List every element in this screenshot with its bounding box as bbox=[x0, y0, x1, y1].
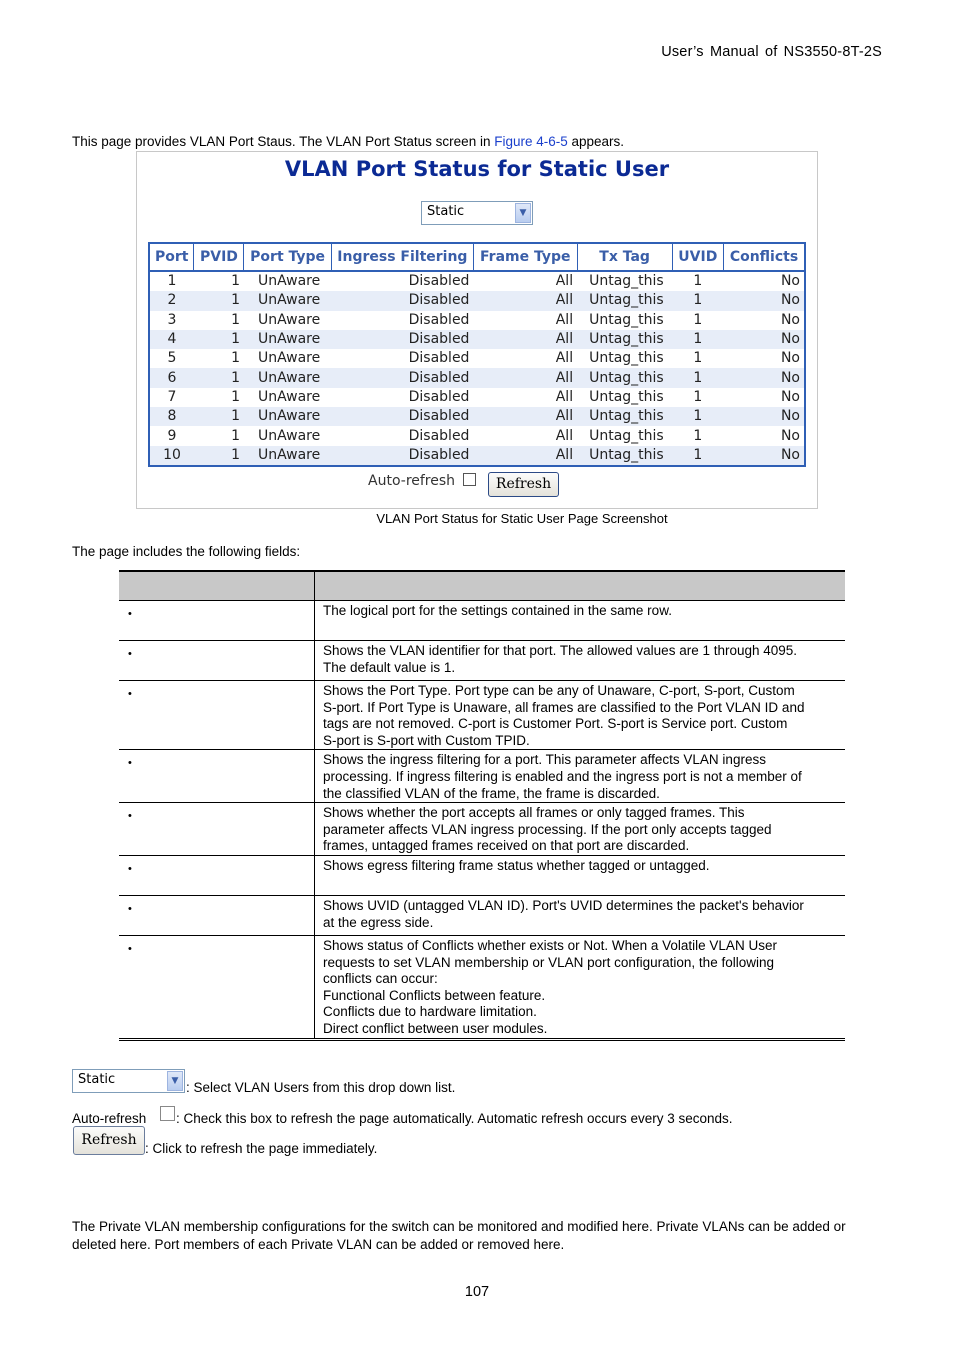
description-line: Shows the VLAN identifier for that port. The allowed values are 1 through 4095. bbox=[323, 643, 798, 658]
column-header: Ingress Filtering bbox=[331, 244, 473, 271]
page-header: User’s Manual of NS3550-8T-2S bbox=[661, 44, 882, 60]
table-cell: No bbox=[780, 311, 800, 328]
table-cell: No bbox=[780, 427, 800, 444]
table-cell: 1 bbox=[693, 273, 703, 290]
description-line: The logical port for the settings contained in the same row. bbox=[323, 603, 672, 618]
table-cell: Untag_this bbox=[589, 350, 664, 367]
table-cell: No bbox=[724, 291, 805, 310]
table-cell: UnAware bbox=[257, 273, 321, 290]
table-cell: 1 bbox=[231, 273, 240, 290]
column-header: UVID bbox=[672, 244, 723, 271]
field-row bbox=[119, 601, 845, 641]
table-row bbox=[150, 388, 804, 407]
table-cell: 1 bbox=[231, 311, 240, 328]
page-number: 107 bbox=[464, 1284, 490, 1300]
field-description-cell bbox=[315, 601, 846, 641]
figure-caption: VLAN Port Status for Static User Page Screenshot bbox=[376, 511, 668, 526]
table-cell: 1 bbox=[194, 368, 244, 387]
bullet-icon: • bbox=[128, 810, 132, 823]
table-row bbox=[150, 291, 804, 310]
table-cell: All bbox=[473, 291, 577, 310]
table-cell: 1 bbox=[167, 273, 177, 290]
description-line: Shows the ingress filtering for a port. This parameter affects VLAN ingress bbox=[323, 752, 766, 768]
table-cell: Disabled bbox=[331, 446, 473, 465]
table-cell: Untag_this bbox=[577, 291, 672, 310]
field-description-cell bbox=[315, 681, 846, 750]
field-description-cell bbox=[315, 935, 846, 1039]
table-cell: Disabled bbox=[331, 330, 473, 349]
table-cell: 1 bbox=[194, 291, 244, 310]
field-description-cell bbox=[315, 750, 846, 803]
field-description-cell bbox=[315, 803, 846, 856]
table-cell: 10 bbox=[150, 446, 194, 465]
static-select-sample[interactable] bbox=[72, 1069, 185, 1093]
screenshot-title: VLAN Port Status for Static User bbox=[284, 157, 670, 181]
table-cell: 1 bbox=[672, 291, 723, 310]
intro-prefix: This page provides VLAN Port Staus. The VLAN Port Status screen in bbox=[72, 134, 495, 149]
description-line: Shows whether the port accepts all frames or only tagged frames. This bbox=[323, 805, 745, 821]
intro-text bbox=[72, 134, 624, 149]
table-row bbox=[150, 446, 804, 465]
table-cell: UnAware bbox=[257, 427, 321, 444]
refresh-sample-button[interactable]: Refresh bbox=[73, 1126, 145, 1155]
field-row bbox=[119, 750, 845, 803]
table-cell: UnAware bbox=[257, 350, 321, 367]
table-cell: Disabled bbox=[331, 368, 473, 387]
field-object-cell bbox=[119, 601, 315, 641]
column-header: Port bbox=[150, 244, 194, 271]
table-cell: All bbox=[555, 273, 574, 290]
bullet-icon: • bbox=[128, 608, 132, 620]
column-header: PVID bbox=[194, 244, 244, 271]
auto-refresh-checkbox[interactable] bbox=[463, 473, 476, 486]
description-line: parameter affects VLAN ingress processing. If the port only accepts tagged bbox=[323, 821, 772, 837]
field-object-cell bbox=[119, 855, 315, 895]
table-cell: 9 bbox=[167, 427, 177, 444]
table-cell: 5 bbox=[167, 350, 177, 367]
table-cell: Untag_this bbox=[577, 446, 672, 465]
auto-refresh-description: : Check this box to refresh the page automatically. Automatic refresh occurs every 3 seconds. bbox=[176, 1111, 733, 1126]
field-row bbox=[119, 641, 845, 681]
description-line: Direct conflict between user modules. bbox=[323, 1020, 548, 1036]
column-header: Tx Tag bbox=[577, 244, 672, 271]
table-cell: No bbox=[780, 388, 800, 405]
description-line: Conflicts due to hardware limitation. bbox=[323, 1004, 537, 1020]
table-cell: 3 bbox=[167, 311, 177, 328]
field-object-cell bbox=[119, 895, 315, 935]
table-cell: Disabled bbox=[408, 388, 470, 405]
table-cell: All bbox=[473, 446, 577, 465]
table-cell: UnAware bbox=[244, 446, 331, 465]
description-line: conflicts can occur: bbox=[323, 971, 438, 987]
table-cell: 1 bbox=[693, 388, 703, 405]
field-row bbox=[119, 895, 845, 935]
table-cell: 1 bbox=[693, 311, 703, 328]
table-row bbox=[150, 368, 804, 387]
column-header: Port Type bbox=[244, 244, 331, 271]
refresh-button[interactable]: Refresh bbox=[488, 472, 559, 497]
table-row bbox=[150, 271, 804, 291]
description-line: Shows egress filtering frame status whether tagged or untagged. bbox=[323, 857, 710, 873]
table-cell: Disabled bbox=[408, 311, 470, 328]
table-row bbox=[150, 311, 804, 330]
table-cell: Untag_this bbox=[577, 368, 672, 387]
bullet-icon: • bbox=[128, 757, 132, 770]
table-cell: 1 bbox=[194, 330, 244, 349]
field-object-cell bbox=[119, 641, 315, 681]
auto-refresh-sample-checkbox[interactable] bbox=[160, 1106, 175, 1121]
description-line: S-port is S-port with Custom TPID. bbox=[323, 732, 530, 748]
table-row bbox=[150, 407, 804, 426]
table-cell: UnAware bbox=[244, 407, 331, 426]
table-cell: 1 bbox=[194, 407, 244, 426]
description-line: processing. If ingress filtering is enabled and the ingress port is not a member of bbox=[323, 768, 802, 784]
table-cell: Untag_this bbox=[589, 388, 664, 405]
table-cell: Untag_this bbox=[589, 311, 664, 328]
field-object-cell bbox=[119, 803, 315, 856]
description-line: Shows UVID (untagged VLAN ID). Port's UVID determines the packet's behavior bbox=[323, 897, 804, 913]
intro-suffix: appears. bbox=[567, 134, 625, 149]
description-line: requests to set VLAN membership or VLAN port configuration, the following bbox=[323, 954, 774, 970]
field-object-cell bbox=[119, 935, 315, 1039]
table-cell: All bbox=[473, 407, 577, 426]
table-cell: 8 bbox=[150, 407, 194, 426]
table-cell: 7 bbox=[167, 388, 177, 405]
table-cell: Disabled bbox=[331, 291, 473, 310]
table-cell: Disabled bbox=[331, 407, 473, 426]
user-select[interactable] bbox=[421, 201, 533, 225]
table-cell: Untag_this bbox=[577, 330, 672, 349]
table-cell: Untag_this bbox=[589, 427, 664, 444]
table-cell: Disabled bbox=[408, 273, 470, 290]
table-row bbox=[150, 426, 804, 445]
table-row bbox=[150, 330, 804, 349]
select-description: : Select VLAN Users from this drop down list. bbox=[186, 1080, 456, 1095]
description-line: S-port. If Port Type is Unaware, all frames are classified to the Port VLAN ID and bbox=[323, 699, 805, 715]
bullet-icon: • bbox=[128, 648, 132, 660]
refresh-description: : Click to refresh the page immediately. bbox=[145, 1141, 378, 1156]
bullet-icon: • bbox=[128, 688, 132, 700]
fields-intro: The page includes the following fields: bbox=[72, 544, 301, 559]
table-cell: 1 bbox=[693, 427, 703, 444]
table-cell: Untag_this bbox=[577, 407, 672, 426]
table-cell: All bbox=[555, 388, 574, 405]
table-cell: All bbox=[555, 350, 574, 367]
table-cell: 6 bbox=[150, 368, 194, 387]
table-cell: All bbox=[555, 311, 574, 328]
table-cell: UnAware bbox=[257, 388, 321, 405]
table-row bbox=[150, 349, 804, 368]
table-cell: All bbox=[473, 368, 577, 387]
table-cell: UnAware bbox=[244, 291, 331, 310]
vlan-port-status-table bbox=[148, 242, 806, 467]
bullet-icon: • bbox=[128, 942, 132, 955]
table-cell: UnAware bbox=[244, 368, 331, 387]
description-line: the classified VLAN of the frame, the frame is discarded. bbox=[323, 785, 660, 801]
description-line: Functional Conflicts between feature. bbox=[323, 987, 546, 1003]
description-line: Shows status of Conflicts whether exists or Not. When a Volatile VLAN User bbox=[323, 937, 777, 953]
description-line: frames, untagged frames received on that port are discarded. bbox=[323, 838, 690, 854]
bullet-icon: • bbox=[128, 862, 132, 875]
table-cell: 4 bbox=[150, 330, 194, 349]
table-cell: Untag_this bbox=[589, 273, 664, 290]
table-cell: UnAware bbox=[257, 311, 321, 328]
private-vlan-paragraph: The Private VLAN membership configurations for the switch can be monitored and modified here. Private VLANs can be added or deleted here. Port members of each Private VLAN can be added or removed here. bbox=[72, 1219, 846, 1252]
table-cell: 1 bbox=[672, 330, 723, 349]
field-row bbox=[119, 855, 845, 895]
table-cell: All bbox=[473, 330, 577, 349]
table-cell: All bbox=[555, 427, 574, 444]
table-cell: No bbox=[724, 446, 805, 465]
table-cell: Disabled bbox=[408, 350, 470, 367]
description-line: tags are not removed. C-port is Customer Port. S-port is Service port. Custom bbox=[323, 716, 788, 732]
fields-table bbox=[119, 570, 845, 1041]
column-header: Frame Type bbox=[473, 244, 577, 271]
table-cell: 1 bbox=[194, 446, 244, 465]
table-cell: 1 bbox=[231, 350, 240, 367]
field-description-cell bbox=[315, 641, 846, 681]
static-select-sample-value: Static bbox=[78, 1072, 116, 1087]
description-line: Shows the Port Type. Port type can be any of Unaware, C-port, S-port, Custom bbox=[323, 683, 795, 698]
table-cell: 1 bbox=[693, 350, 703, 367]
table-cell: No bbox=[780, 350, 800, 367]
table-cell: 1 bbox=[672, 407, 723, 426]
field-description-cell bbox=[315, 855, 846, 895]
field-row bbox=[119, 935, 845, 1039]
description-line: at the egress side. bbox=[323, 914, 434, 930]
table-cell: No bbox=[780, 273, 800, 290]
table-cell: No bbox=[724, 407, 805, 426]
chevron-down-icon: ▼ bbox=[515, 203, 531, 223]
field-description-cell bbox=[315, 895, 846, 935]
column-header: Conflicts bbox=[724, 244, 805, 271]
table-cell: Disabled bbox=[408, 427, 470, 444]
table-cell: No bbox=[724, 368, 805, 387]
field-row bbox=[119, 803, 845, 856]
table-cell: 1 bbox=[231, 388, 240, 405]
figure-link[interactable]: Figure 4-6-5 bbox=[494, 134, 568, 149]
auto-refresh-sample-label: Auto-refresh bbox=[72, 1111, 147, 1126]
field-row bbox=[119, 681, 845, 750]
table-cell: No bbox=[724, 330, 805, 349]
table-cell: 2 bbox=[150, 291, 194, 310]
field-object-cell bbox=[119, 681, 315, 750]
table-cell: 1 bbox=[231, 427, 240, 444]
field-object-cell bbox=[119, 750, 315, 803]
fields-header-description bbox=[315, 571, 846, 601]
bullet-icon: • bbox=[128, 902, 132, 915]
chevron-down-icon: ▼ bbox=[167, 1071, 183, 1091]
table-cell: 1 bbox=[672, 446, 723, 465]
description-line: The default value is 1. bbox=[323, 659, 456, 675]
user-select-value: Static bbox=[427, 204, 465, 219]
table-cell: 1 bbox=[672, 368, 723, 387]
table-cell: UnAware bbox=[244, 330, 331, 349]
fields-header-object bbox=[119, 571, 315, 601]
auto-refresh-label: Auto-refresh bbox=[368, 473, 456, 489]
